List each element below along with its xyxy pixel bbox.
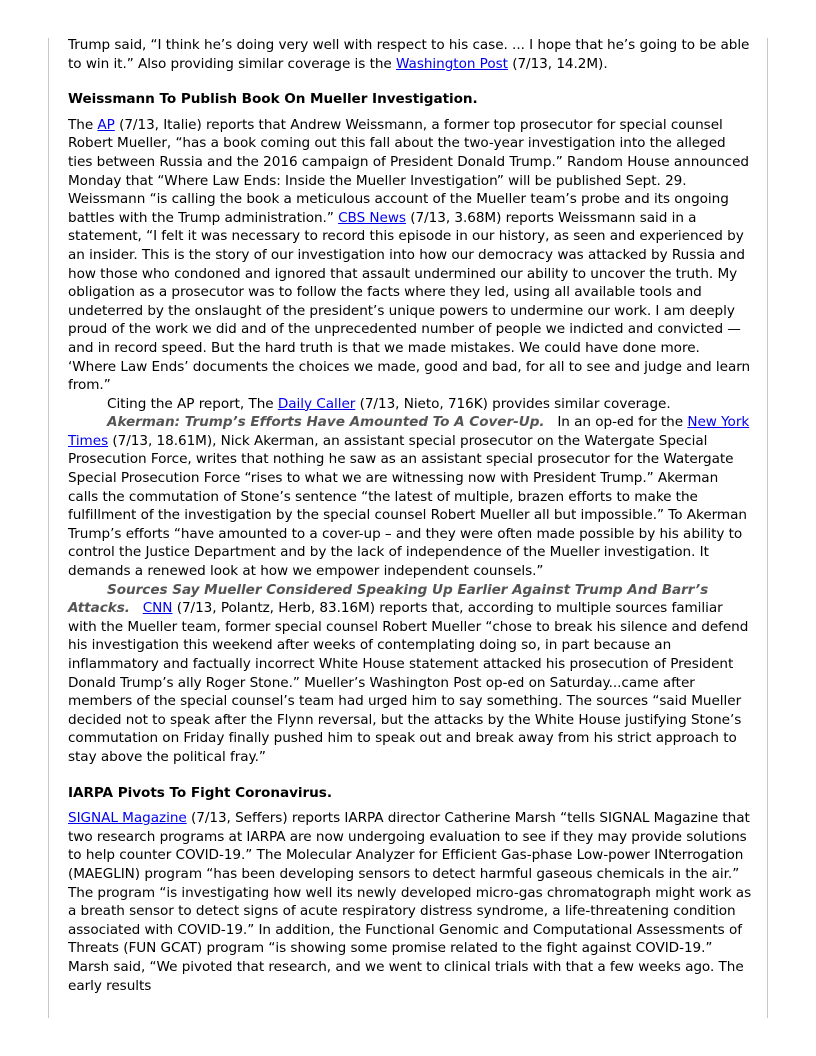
- daily-caller-paragraph: Citing the AP report, The Daily Caller (7/13, Nieto, 716K) provides similar coverage.: [107, 395, 671, 412]
- left-margin-rule: [48, 38, 49, 1018]
- iarpa-paragraph: SIGNAL Magazine (7/13, Seffers) reports IARPA director Catherine Marsh “tells SIGNAL Magazine that two research programs at IARPA are now undergoing evaluation to see if they may provide solutions to help counter COVID-19.” The Molecular Analyzer for Efficient Gas-phase Low-power INterrogation (MAEGLIN) program “has been developing sensors to detect harmful gaseous chemicals in the air.” The program “is investigating how well its newly developed micro-gas chromatograph might work as a breath sensor to detect signs of acute respiratory distress syndrome, a life-threatening condition associated with COVID-19.” In addition, the Functional Genomic and Computational Assessments of Threats (FUN GCAT) program “is showing some promise related to the fight against COVID-19.” Marsh said, “We pivoted that research, and we went to clinical trials with that a few weeks ago. The early results: [68, 810, 752, 994]
- akerman-paragraph: Akerman: Trump’s Efforts Have Amounted To A Cover-Up. In an op-ed for the New York Times (7/13, 18.61M), Nick Akerman, an assistant special prosecutor on the Watergate Special Prosecution Force, writes that nothing he saw as an assistant special prosecutor for the Watergate Special Prosecution Force “rises to what we are witnessing now with President Trump.” Akerman calls the commutation of Stone’s sentence “the latest of multiple, brazen efforts to make the fulfillment of the investigation by the special counsel Robert Mueller all but impossible.” To Akerman Trump’s efforts “have amounted to a cover-up – and they were often made possible by his ability to control the Justice Department and by the lack of independence of the Mueller investigation. It demands a renewed look at how we empower independent counsels.”: [68, 414, 750, 580]
- washington-post-link[interactable]: Washington Post: [396, 55, 508, 72]
- right-margin-rule: [767, 38, 768, 1018]
- akerman-subheading: Akerman: Trump’s Efforts Have Amounted To A Cover-Up.: [107, 414, 545, 431]
- mueller-sources-paragraph: Sources Say Mueller Considered Speaking Up Earlier Against Trump And Barr’s Attacks. CNN (7/13, Polantz, Herb, 83.16M) reports that, according to multiple sources familiar with the Mueller team, former special counsel Robert Mueller “chose to break his silence and defend his investigation this weekend after weeks of contemplating doing so, in part because an inflammatory and factually incorrect White House statement attacked his prosecution of President Donald Trump’s ally Roger Stone.” Mueller’s Washington Post op-ed on Saturday...came after members of the special counsel’s team had urged him to say something. The sources “said Mueller decided not to speak after the Flynn reversal, but the attacks by the White House justifying Stone’s commutation on Friday finally pushed him to speak out and break away from his strict approach to stay above the political fray.”: [68, 581, 749, 765]
- weissmann-heading: Weissmann To Publish Book On Mueller Investigation.: [68, 91, 478, 108]
- daily-caller-link[interactable]: Daily Caller: [277, 395, 356, 412]
- new-york-times-link[interactable]: New York Times: [68, 414, 750, 449]
- cbs-news-link[interactable]: CBS News: [338, 209, 406, 226]
- document-body: [68, 36, 752, 995]
- mueller-sources-subheading: Sources Say Mueller Considered Speaking Up Earlier Against Trump And Barr’s Attacks.: [68, 581, 709, 617]
- weissmann-paragraph: The AP (7/13, Italie) reports that Andrew Weissmann, a former top prosecutor for special counsel Robert Mueller, “has a book coming out this fall about the two-year investigation into the alleged ties between Russia and the 2016 campaign of President Donald Trump.” Random House announced Monday that “Where Law Ends: Inside the Mueller Investigation” will be published Sept. 29. Weissmann “is calling the book a meticulous account of the Mueller team’s probe and its ongoing battles with the Trump administration.” CBS News (7/13, 3.68M) reports Weissmann said in a statement, “I felt it was necessary to record this episode in our history, as seen and experienced by an insider. This is the story of our investigation into how our democracy was attacked by Russia and how those who condoned and ignored that assault undermined our ability to uncover the truth. My obligation as a prosecutor was to follow the facts where they led, using all available tools and undeterred by the onslaught of the president’s unique powers to undermine our work. I am deeply proud of the work we did and of the unprecedented number of people we indicted and convicted — and in record speed. But the hard truth is that we made mistakes. We could have done more. ‘Where Law Ends’ documents the choices we made, good and bad, for all to see and judge and learn from.”: [68, 116, 751, 394]
- intro-paragraph: Trump said, “I think he’s doing very well with respect to his case. ... I hope that he’s going to be able to win it.” Also providing similar coverage is the Washington Post (7/13, 14.2M).: [68, 37, 750, 72]
- iarpa-heading: IARPA Pivots To Fight Coronavirus.: [68, 784, 332, 801]
- signal-magazine-link[interactable]: SIGNAL Magazine: [68, 810, 187, 827]
- ap-link[interactable]: AP: [97, 116, 115, 133]
- cnn-link[interactable]: CNN: [142, 600, 173, 617]
